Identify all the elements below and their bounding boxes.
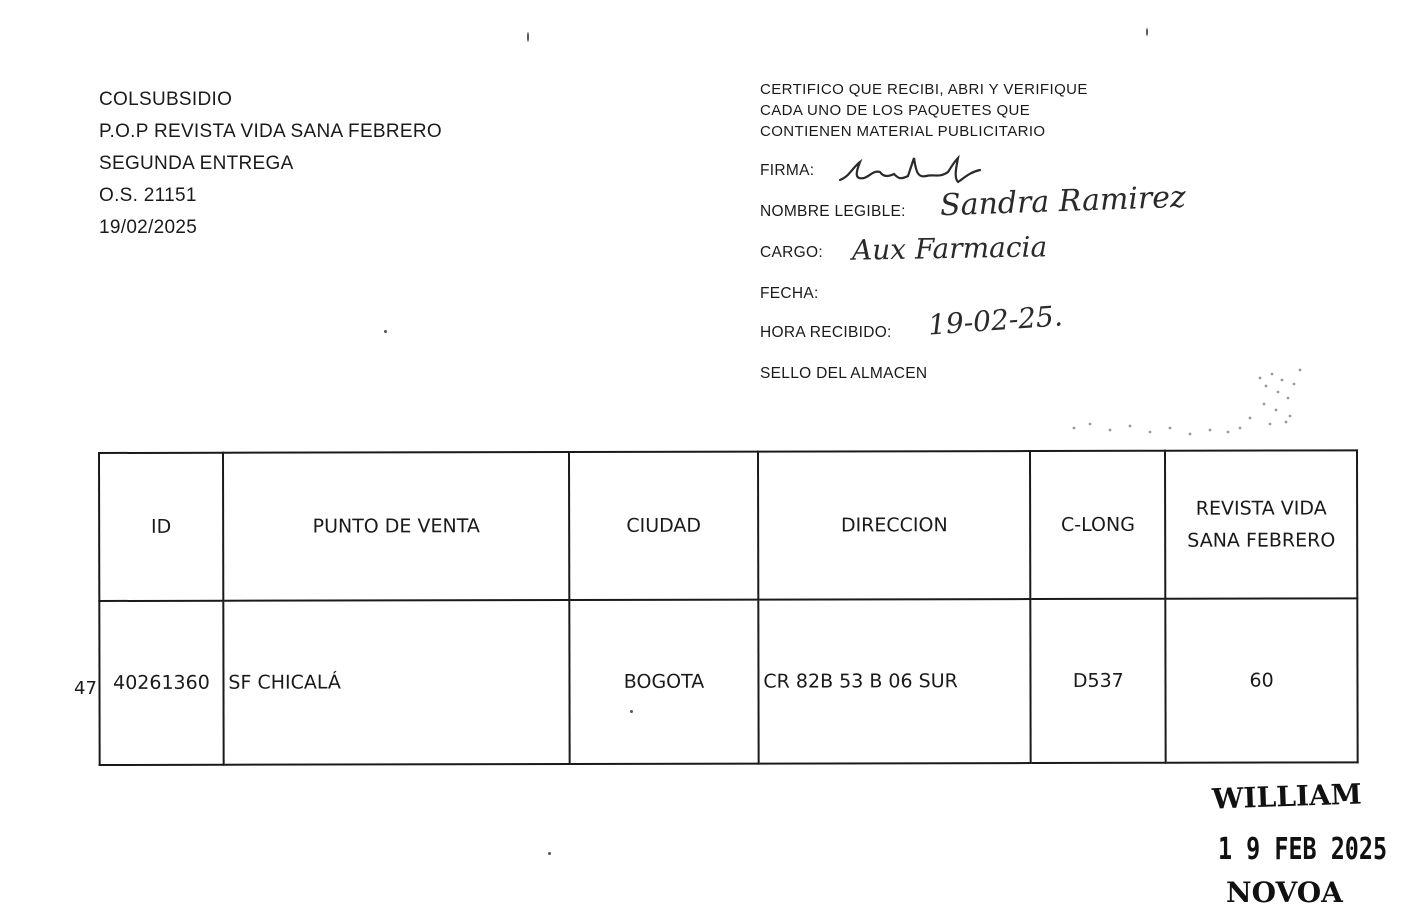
stamp-name-bottom: NOVOA — [1226, 876, 1343, 909]
header-direccion: DIRECCION — [758, 451, 1031, 600]
cell-direccion: CR 82B 53 B 06 SUR — [758, 599, 1031, 764]
document-header — [99, 84, 442, 244]
header-punto-de-venta: PUNTO DE VENTA — [223, 452, 570, 601]
stamp-date: 1 9 FEB 2025 — [1218, 832, 1388, 867]
cargo-label: CARGO: — [760, 244, 823, 261]
certification-line-3: CONTIENEN MATERIAL PUBLICITARIO — [760, 123, 1046, 140]
document-date: 19/02/2025 — [99, 217, 198, 238]
row-index-number: 47 — [74, 678, 97, 699]
faded-store-stamp — [1050, 358, 1330, 448]
certification-line-1: CERTIFICO QUE RECIBI, ABRI Y VERIFIQUE — [760, 81, 1088, 98]
campaign-title: P.O.P REVISTA VIDA SANA FEBRERO — [99, 121, 442, 142]
certification-statement — [760, 79, 1088, 142]
scan-speck — [527, 32, 529, 42]
header-revista-vida-sana: REVISTA VIDA SANA FEBRERO — [1165, 450, 1357, 598]
service-order-number: O.S. 21151 — [99, 185, 197, 206]
scan-speck — [384, 330, 387, 333]
scan-speck — [548, 852, 551, 855]
hora-recibido-label: HORA RECIBIDO: — [760, 324, 892, 341]
fecha-label: FECHA: — [760, 285, 819, 302]
sello-almacen-label: SELLO DEL ALMACEN — [760, 365, 928, 382]
scan-speck — [630, 710, 633, 713]
table-row — [99, 598, 1357, 765]
cell-id: 40261360 — [99, 601, 223, 765]
cell-revista-cantidad: 60 — [1166, 598, 1358, 762]
hora-recibido-value: 19-02-25. — [927, 299, 1064, 342]
delivery-label: SEGUNDA ENTREGA — [99, 153, 294, 174]
header-ciudad: CIUDAD — [569, 452, 758, 600]
header-id: ID — [99, 453, 223, 601]
nombre-legible-value: Sandra Ramirez — [939, 179, 1187, 224]
company-name: COLSUBSIDIO — [99, 89, 233, 110]
table-header-row — [99, 450, 1357, 601]
certification-line-2: CADA UNO DE LOS PAQUETES QUE — [760, 102, 1031, 119]
stamp-name-top: WILLIAM — [1211, 777, 1363, 816]
cell-ciudad: BOGOTA — [569, 600, 758, 764]
scan-speck — [1146, 28, 1148, 36]
header-c-long: C-LONG — [1030, 451, 1165, 599]
delivery-table — [98, 449, 1359, 766]
nombre-legible-label: NOMBRE LEGIBLE: — [760, 203, 906, 220]
cell-c-long: D537 — [1031, 599, 1166, 763]
cell-punto-de-venta: SF CHICALÁ — [223, 600, 570, 765]
cargo-value: Aux Farmacia — [851, 230, 1048, 267]
firma-label: FIRMA: — [760, 162, 815, 179]
